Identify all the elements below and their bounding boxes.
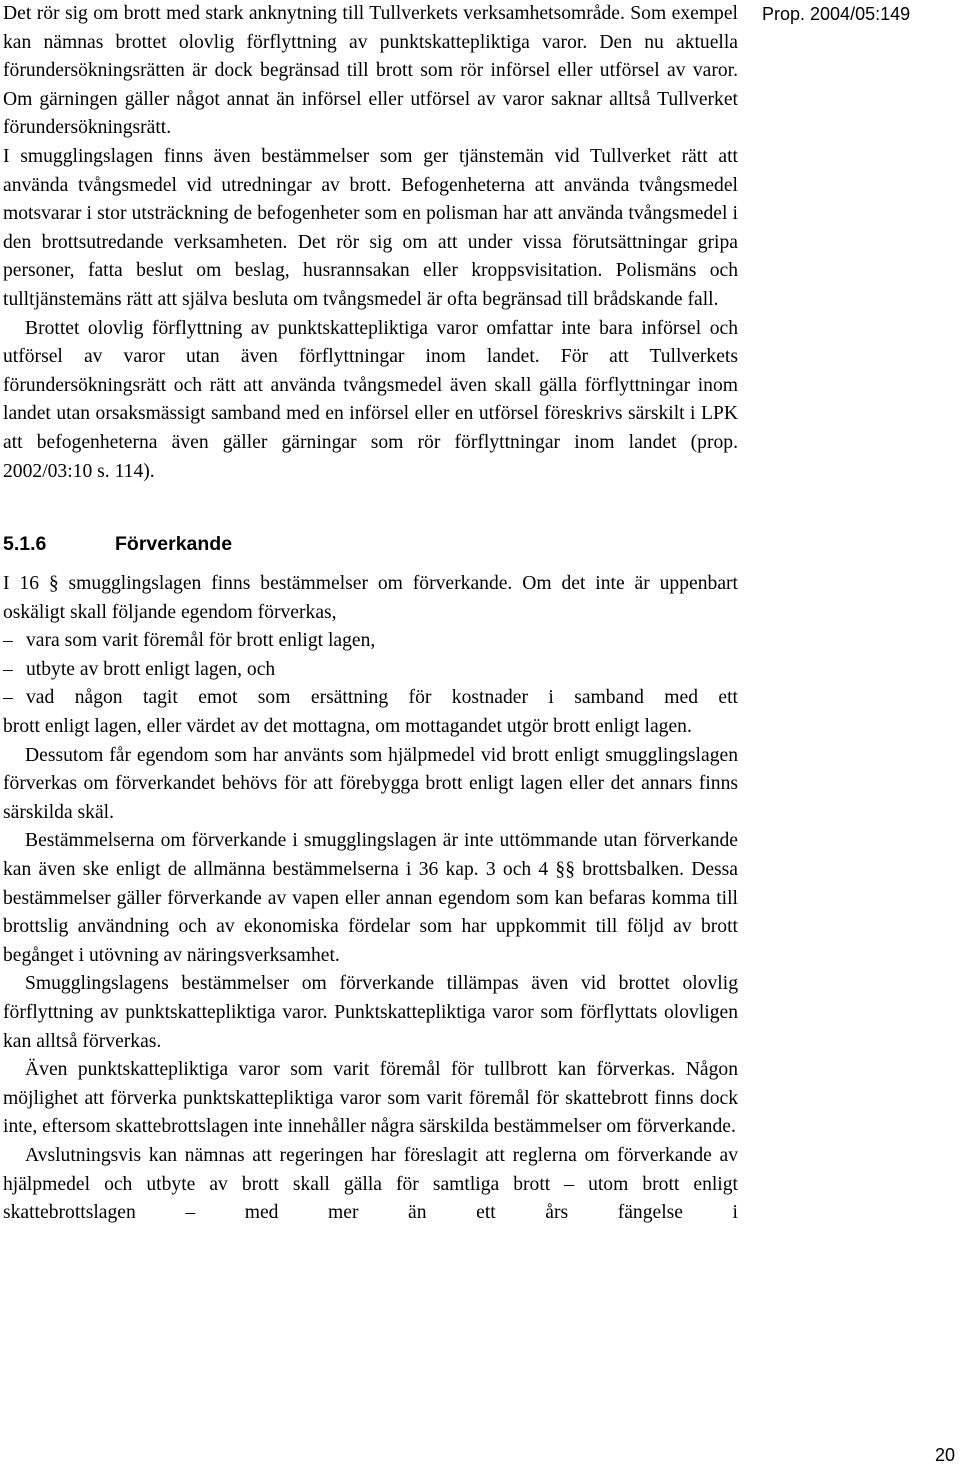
list-item-continuation: brott enligt lagen, eller värdet av det mottagna, om mottagandet utgör brott enligt lagen. <box>3 716 692 738</box>
main-text-column <box>3 0 738 1228</box>
section-heading <box>3 530 738 558</box>
list-item: – vara som varit föremål för brott enligt lagen, <box>3 627 738 656</box>
paragraph-3: Brottet olovlig förflyttning av punktskattepliktiga varor omfattar inte bara införsel och utförsel av varor utan även förflyttningar inom landet. För att Tullverkets förundersökningsrätt och rätt att använda tvångsmedel även skall gälla förflyttningar inom landet utan orsaksmässigt samband med en införsel eller en utförsel föreskrivs särskilt i LPK att befogenheterna även gäller gärningar som rör förflyttningar inom landet (prop. 2002/03:10 s. 114). <box>3 317 738 482</box>
paragraph-tools: Dessutom får egendom som har använts som hjälpmedel vid brott enligt smugglingslagen förverkas om förverkandet behövs för att förebygga brott enligt lagen eller det annars finns särskilda skäl. <box>3 744 738 823</box>
section-number: 5.1.6 <box>3 533 47 556</box>
paragraph-excise-goods: Smugglingslagens bestämmelser om förverkande tillämpas även vid brottet olovlig förflyttning av punktskattepliktiga varor. Punktskattepliktiga varor som förflyttats olovligen kan alltså förverkas. <box>3 973 738 1052</box>
dash-marker: – <box>3 687 13 709</box>
paragraph-1: Det rör sig om brott med stark anknytning till Tullverkets verksamhetsområde. Som exempel kan nämnas brottet olovlig förflyttning av punktskattepliktiga varor. Den nu aktuella förundersökningsrätten är dock begränsad till brott som rör införsel eller utförsel av varor. Om gärningen gäller något annat än införsel eller utförsel av varor saknar alltså Tullverket förundersökningsrätt. <box>3 3 738 139</box>
paragraph-2: I smugglingslagen finns även bestämmelser som ger tjänstemän vid Tullverket rätt att använda tvångsmedel vid utredningar av brott. Befogenheterna att använda tvångsmedel motsvarar i stor utsträckning de befogenheter som en polisman har att använda tvångsmedel i den brottsutredande verksamheten. Det rör sig om att under vissa förutsättningar gripa personer, fatta beslut om beslag, husrannsakan eller kroppsvisitation. Polismäns och tulltjänstemäns rätt att själva besluta om tvångsmedel är ofta begränsad till brådskande fall. <box>3 145 738 310</box>
section-title: Förverkande <box>115 533 233 556</box>
intro-paragraph: I 16 § smugglingslagen finns bestämmelser om förverkande. Om det inte är uppenbart oskäligt skall följande egendom förverkas, <box>3 573 738 623</box>
list-item: – utbyte av brott enligt lagen, och <box>3 656 738 685</box>
dash-marker: – <box>3 658 13 680</box>
dash-marker: – <box>3 630 13 652</box>
margin-reference: Prop. 2004/05:149 <box>762 4 911 24</box>
paragraph-final: Avslutningsvis kan nämnas att regeringen har föreslagit att reglerna om förverkande av hjälpmedel och utbyte av brott skall gälla för samtliga brott – utom brott enligt skattebrottslagen – med mer än ett års fängelse i <box>3 1144 738 1224</box>
list-item: – vad någon tagit emot som ersättning för kostnader i samband med ett <box>3 684 738 713</box>
paragraph-customs-offence: Även punktskattepliktiga varor som varit föremål för tullbrott kan förverkas. Någon möjlighet att förverka punktskattepliktiga varor som varit föremål för skattebrott finns dock inte, eftersom skattebrottslagen inte innehåller några särskilda bestämmelser om förverkande. <box>3 1059 738 1138</box>
page-number: 20 <box>935 1445 956 1465</box>
paragraph-general-rules: Bestämmelserna om förverkande i smugglingslagen är inte uttömmande utan förverkande kan även ske enligt de allmänna bestämmelserna i 36 kap. 3 och 4 §§ brottsbalken. Dessa bestämmelser gäller förverkande av vapen eller annan egendom som kan befaras komma till brottslig användning och av ekonomiska fördelar som har uppkommit till följd av brott begånget i utövning av näringsverksamhet. <box>3 830 738 966</box>
